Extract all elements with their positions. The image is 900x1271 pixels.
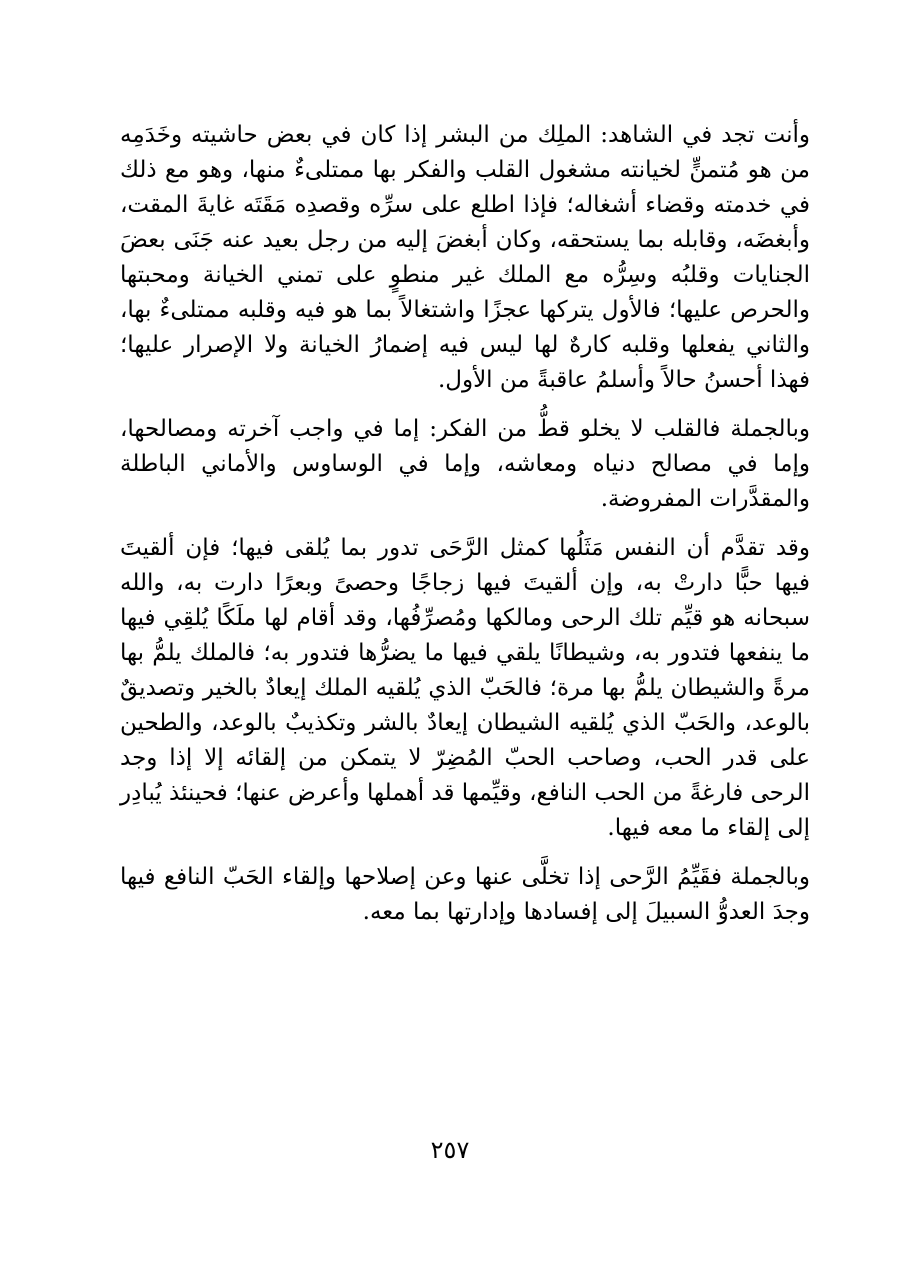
paragraph-1: وأنت تجد في الشاهد: الملِك من البشر إذا كان في بعض حاشيته وخَدَمِه من هو مُتمنٍّ لخيانته مشغول القلب والفكر بها ممتلىءٌ منها، وهو مع ذلك في خدمته وقضاء أشغاله؛ فإذا اطلع على سرِّه وقصدِه مَقَتَه غايةَ المقت، وأبغضَه، وقابله بما يستحقه، وكان أبغضَ إليه من رجل بعيد عنه جَنَى بعضَ الجنايات وقلبُه وسِرُّه مع الملك غير منطوٍ على تمني الخيانة ومحبتها والحرص عليها؛ فالأول يتركها عجزًا واشتغالاً بما هو فيه وقلبه ممتلىءٌ بها، والثاني يفعلها وقلبه كارهٌ لها ليس فيه إضمارُ الخيانة ولا الإصرار عليها؛ فهذا أحسنُ حالاً وأسلمُ عاقبةً من الأول. (120, 122, 810, 393)
page-body (120, 118, 810, 930)
paragraph-4: وبالجملة فقَيِّمُ الرَّحى إذا تخلَّى عنها وعن إصلاحها وإلقاء الحَبّ النافع فيها وجدَ العدوُّ السبيلَ إلى إفسادها وإدارتها بما معه. (120, 864, 810, 925)
page-number: ٢٥٧ (430, 1136, 470, 1164)
paragraph-3: وقد تقدَّم أن النفس مَثَلُها كمثل الرَّحَى تدور بما يُلقى فيها؛ فإن ألقيتَ فيها حبًّا دارتْ به، وإن ألقيتَ فيها زجاجًا وحصىً وبعرًا دارت به، والله سبحانه هو قيِّم تلك الرحى ومالكها ومُصرِّفُها، وقد أقام لها ملَكًا يُلقِي فيها ما ينفعها فتدور به، وشيطانًا يلقي فيها ما يضرُّها فتدور به؛ فالملك يلمُّ بها مرةً والشيطان يلمُّ بها مرة؛ فالحَبّ الذي يُلقيه الملك إيعادٌ بالخير وتصديقٌ بالوعد، والحَبّ الذي يُلقيه الشيطان إيعادٌ بالشر وتكذيبٌ بالوعد، والطحين على قدر الحب، وصاحب الحبّ المُضِرّ لا يتمكن من إلقائه إلا إذا وجد الرحى فارغةً من الحب النافع، وقيِّمها قد أهملها وأعرض عنها؛ فحينئذ يُبادِر إلى إلقاء ما معه فيها. (120, 535, 810, 841)
paragraph-2: وبالجملة فالقلب لا يخلو قطُّ من الفكر: إما في واجب آخرته ومصالحها، وإما في مصالح دنياه ومعاشه، وإما في الوساوس والأماني الباطلة والمقدَّرات المفروضة. (120, 416, 810, 512)
